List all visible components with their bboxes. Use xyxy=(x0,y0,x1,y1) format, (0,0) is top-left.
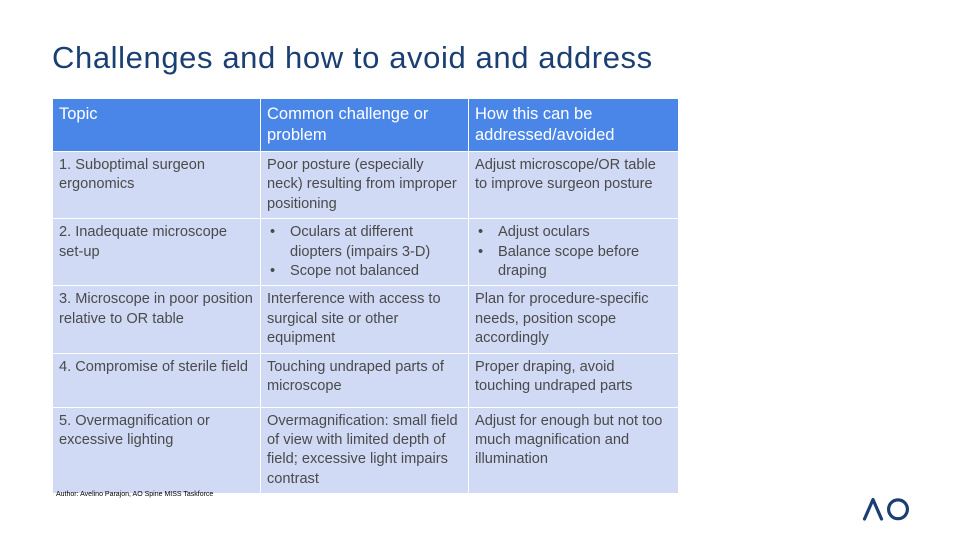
bullet-glyph: • xyxy=(270,263,276,280)
cell-topic: 4. Compromise of sterile field xyxy=(53,353,261,407)
bullet-text: Balance scope before draping xyxy=(498,243,640,280)
bullet-text: Adjust oculars xyxy=(498,224,590,241)
table-row xyxy=(53,353,679,407)
cell-challenge: Touching undraped parts of microscope xyxy=(261,353,469,407)
cell-topic: 2. Inadequate microscope set-up xyxy=(53,219,261,286)
table-row xyxy=(53,152,679,219)
bullet-glyph: • xyxy=(478,224,484,241)
challenge-bullet-list xyxy=(267,223,461,281)
table-row xyxy=(53,219,679,286)
cell-remedy: Adjust microscope/OR table to improve surgeon posture xyxy=(469,152,679,219)
cell-challenge: Overmagnification: small field of view with limited depth of field; excessive light impairs contrast xyxy=(261,407,469,494)
cell-topic: 5. Overmagnification or excessive lighting xyxy=(53,407,261,494)
remedy-bullet-list xyxy=(475,223,671,281)
ao-logo xyxy=(862,497,912,521)
slide-title: Challenges and how to avoid and address xyxy=(52,40,653,75)
bullet-glyph: • xyxy=(478,243,484,260)
cell-challenge xyxy=(261,219,469,286)
bullet-text: Oculars at different diopters (impairs 3-D) xyxy=(290,224,431,260)
author-credit: Author: Avelino Parajon, AO Spine MISS Taskforce xyxy=(56,491,214,498)
ao-logo-icon xyxy=(865,500,908,520)
challenges-table xyxy=(52,98,679,494)
bullet-item xyxy=(475,243,671,282)
header-challenge: Common challenge or problem xyxy=(261,99,469,152)
cell-remedy: Proper draping, avoid touching undraped parts xyxy=(469,353,679,407)
bullet-item xyxy=(267,223,461,262)
cell-challenge: Poor posture (especially neck) resulting from improper positioning xyxy=(261,152,469,219)
cell-topic: 3. Microscope in poor position relative to OR table xyxy=(53,286,261,353)
ao-logo-letter-o xyxy=(889,500,908,519)
cell-remedy: Adjust for enough but not too much magnification and illumination xyxy=(469,407,679,494)
ao-logo-letter-a xyxy=(865,500,882,520)
header-remedy: How this can be addressed/avoided xyxy=(469,99,679,152)
cell-topic: 1. Suboptimal surgeon ergonomics xyxy=(53,152,261,219)
bullet-glyph: • xyxy=(270,224,276,241)
table-header-row xyxy=(53,99,679,152)
cell-remedy xyxy=(469,219,679,286)
cell-remedy: Plan for procedure-specific needs, position scope accordingly xyxy=(469,286,679,353)
cell-challenge: Interference with access to surgical site or other equipment xyxy=(261,286,469,353)
table-row xyxy=(53,286,679,353)
table-row xyxy=(53,407,679,494)
bullet-text: Scope not balanced xyxy=(290,263,420,280)
header-topic: Topic xyxy=(53,99,261,152)
bullet-item xyxy=(475,223,671,242)
bullet-item xyxy=(267,262,461,281)
